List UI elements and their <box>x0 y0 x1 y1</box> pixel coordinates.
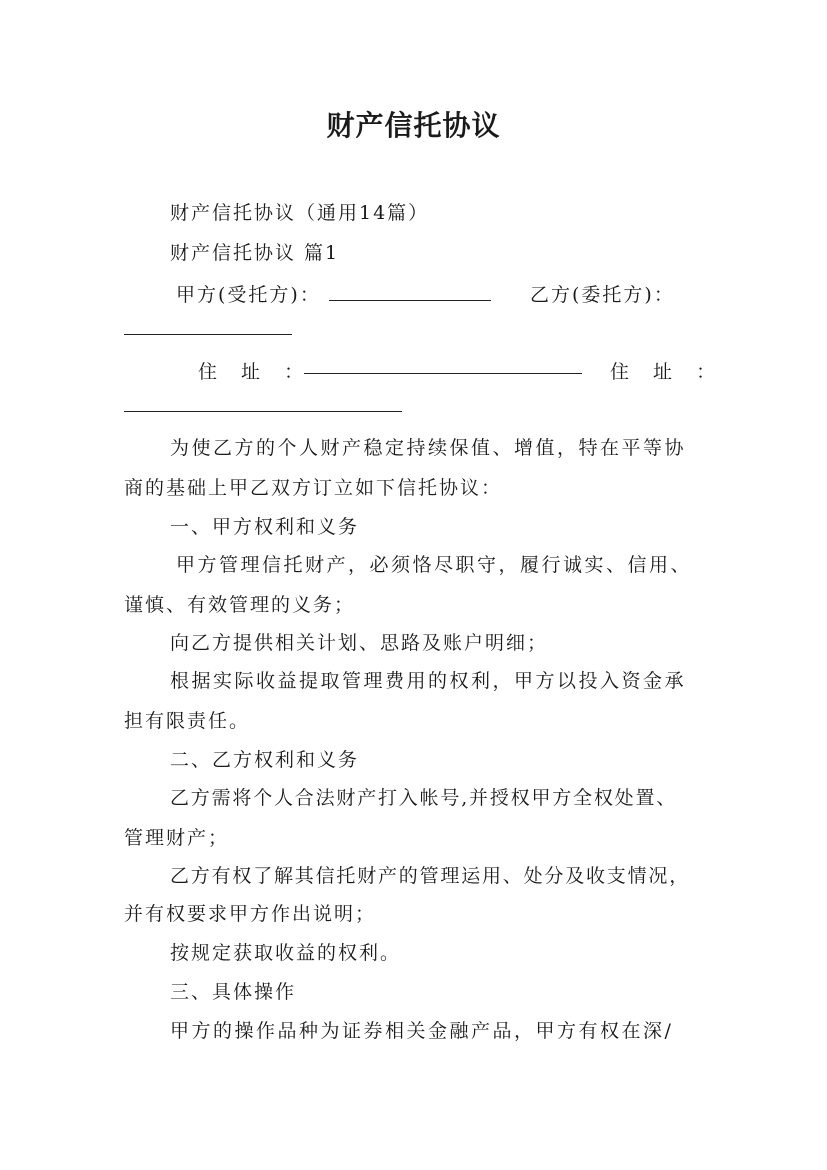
paragraph-6-line-2: 并有权要求甲方作出说明； <box>124 903 377 925</box>
paragraph-1-line-2: 商的基础上甲乙双方订立如下信托协议： <box>124 477 503 499</box>
paragraph-1-line-1: 为使乙方的个人财产稳定持续保值、增值，特在平等协 <box>170 437 687 459</box>
heading-1: 一、甲方权利和义务 <box>170 516 360 538</box>
heading-2: 二、乙方权利和义务 <box>170 749 360 771</box>
party-b-row <box>124 318 292 340</box>
party-b-label: 乙方(委托方)： <box>530 284 675 306</box>
address-b-blank <box>124 410 402 412</box>
paragraph-8-line-1: 甲方的操作品种为证券相关金融产品，甲方有权在深/ <box>170 1020 674 1042</box>
address-a-row <box>304 357 582 379</box>
address-a-blank <box>304 372 582 374</box>
address-b-row <box>124 395 402 417</box>
document-subtitle: 财产信托协议（通用14篇） <box>170 202 430 224</box>
paragraph-5-line-1: 乙方需将个人合法财产打入帐号,并授权甲方全权处置、 <box>170 787 678 809</box>
heading-3: 三、具体操作 <box>170 981 297 1003</box>
paragraph-4-line-1: 根据实际收益提取管理费用的权利，甲方以投入资金承 <box>170 670 687 692</box>
paragraph-2-line-2: 谨慎、有效管理的义务； <box>124 594 356 616</box>
address-a-label: 住 址 ： <box>198 361 313 383</box>
paragraph-5-line-2: 管理财产； <box>124 827 230 849</box>
party-a-blank <box>329 299 491 301</box>
party-a-row <box>176 280 491 307</box>
paragraph-4-line-2: 担有限责任。 <box>124 710 251 732</box>
paragraph-6-line-1: 乙方有权了解其信托财产的管理运用、处分及收支情况， <box>170 865 691 887</box>
paragraph-7: 按规定获取收益的权利。 <box>170 942 402 964</box>
address-b-label: 住 址 ： <box>610 361 725 383</box>
paragraph-3: 向乙方提供相关计划、思路及账户明细； <box>170 632 549 654</box>
section-heading: 财产信托协议 篇1 <box>170 242 340 264</box>
party-a-label: 甲方(受托方)： <box>176 284 321 306</box>
paragraph-2-line-1: 甲方管理信托财产，必须恪尽职守，履行诚实、信用、 <box>176 554 693 576</box>
document-title: 财产信托协议 <box>326 109 501 142</box>
party-b-blank <box>124 333 292 335</box>
